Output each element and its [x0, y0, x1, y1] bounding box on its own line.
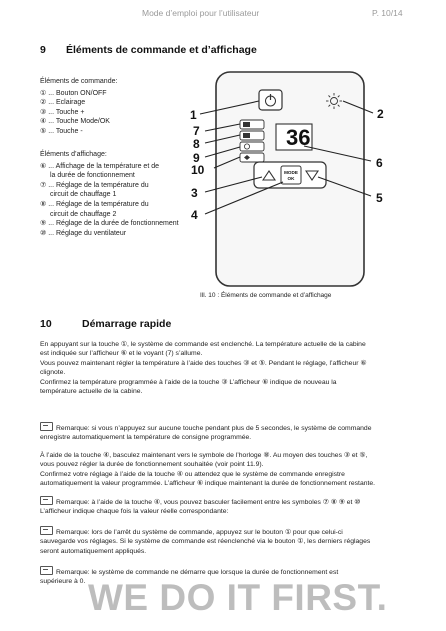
text-line: Remarque: si vous n’appuyez sur aucune touche pendant plus de 5 secondes, le système de commande	[56, 425, 372, 432]
indicator-clock-icon	[240, 142, 264, 151]
text-line: supérieure à 0.	[40, 578, 86, 586]
mode-ok-button	[281, 166, 301, 184]
indicator-heating2-icon	[240, 131, 264, 140]
figure-caption: Ill. 10 : Éléments de commande et d’affichage	[200, 292, 332, 299]
text-line: sauvegarde vos réglages. Si le système de commande est réenclenché via le bouton ①, les derniers réglages	[40, 538, 371, 546]
section-title: Éléments de commande et d’affichage	[66, 44, 257, 56]
callout-4: 4	[191, 208, 198, 222]
callout-2: 2	[377, 107, 384, 121]
section-title: Démarrage rapide	[82, 318, 172, 330]
callout-6: 6	[376, 156, 383, 170]
list-item: ⑤ ... Touche -	[40, 127, 83, 135]
text-line: Remarque: à l’aide de la touche ④, vous pouvez basculer facilement entre les symboles ⑦ ⑧ ⑨ et ⑩	[56, 499, 361, 506]
page-number: P. 10/14	[372, 8, 403, 18]
text-line: Remarque: lors de l’arrêt du système de commande, appuyez sur le bouton ① pour que celui-ci	[56, 529, 343, 536]
paragraph-clock	[40, 451, 420, 489]
note-icon	[40, 422, 53, 431]
callout-3: 3	[191, 186, 198, 200]
text-line: Vous pouvez maintenant régler la température à l’aide des touches ③ et ⑤. Pendant le réglage, l’afficheur ⑥	[40, 359, 367, 367]
callout-7: 7	[193, 124, 200, 138]
list-item: ① ... Bouton ON/OFF	[40, 89, 107, 97]
list-item: ② ... Eclairage	[40, 99, 86, 107]
indicator-heating1-icon	[240, 120, 264, 129]
text-line: clignote.	[40, 369, 66, 377]
note-icon	[40, 496, 53, 505]
mode-label: MODE	[284, 170, 298, 175]
paragraph-start	[40, 340, 420, 396]
list-item: ⑧ ... Réglage de la température du	[40, 200, 149, 208]
list-item: ③ ... Touche +	[40, 108, 85, 116]
section-10-heading	[40, 318, 171, 330]
note-1	[40, 422, 420, 443]
list-item: ④ ... Touche Mode/OK	[40, 118, 110, 126]
note-icon	[40, 526, 53, 535]
display-heading: Éléments d’affichage:	[40, 151, 107, 158]
text-line: En appuyant sur la touche ①, le système de commande est enclenché. La température actuelle de la cabine	[40, 341, 366, 348]
text-line: L’afficheur indique chaque fois la valeur réelle correspondante:	[40, 508, 229, 516]
callout-9: 9	[193, 151, 200, 165]
text-line: À l’aide de la touche ④, basculez maintenant vers le symbole de l’horloge ⑧. Au moyen des touches ③ et ⑤,	[40, 452, 368, 459]
list-item: circuit de chauffage 2	[50, 210, 117, 218]
callout-8: 8	[193, 137, 200, 151]
ok-label: OK	[287, 176, 295, 181]
footer-slogan: WE DO IT FIRST.	[88, 577, 388, 618]
list-item: circuit de chauffage 1	[50, 191, 117, 199]
text-line: est indiquée sur l’afficheur ⑥ et le voyant (7) s’allume.	[40, 350, 203, 358]
list-item: ⑩ ... Réglage du ventilateur	[40, 229, 127, 237]
text-line: Remarque: le système de commande ne démarre que lorsque la durée de fonctionnement est	[56, 569, 339, 576]
text-line: Confirmez la température programmée à l’aide de la touche ③ L’afficheur ⑥ indique de nouveau la	[40, 378, 337, 386]
note-3	[40, 526, 420, 556]
text-line: enregistre automatiquement la température de consigne programmée.	[40, 434, 252, 442]
text-line: vous pouvez régler la durée de fonctionnement souhaitée (voir point 11.9).	[40, 461, 264, 469]
list-item: ⑦ ... Réglage de la température du	[40, 181, 149, 189]
note-2	[40, 496, 420, 517]
list-item: ⑨ ... Réglage de la durée de fonctionnement	[40, 220, 179, 228]
section-number: 10	[40, 318, 52, 330]
list-item: la durée de fonctionnement	[50, 172, 135, 180]
text-line: température actuelle de la cabine.	[40, 388, 143, 396]
indicator-fan-icon	[240, 153, 264, 162]
text-line: seront automatiquement appliqués.	[40, 547, 147, 555]
controls-heading: Éléments de commande:	[40, 78, 118, 85]
callout-5: 5	[376, 191, 383, 205]
list-item: ⑥ ... Affichage de la température et de	[40, 162, 159, 170]
display-value: 36	[286, 125, 311, 150]
text-line: Confirmez votre réglage à l’aide de la touche ④ ou attendez que le système de commande enregistre	[40, 470, 345, 478]
text-line: automatiquement la valeur programmée. L’afficheur ⑥ indique maintenant la durée de fonctionnement restante.	[40, 480, 376, 488]
callout-1: 1	[190, 108, 197, 122]
note-icon	[40, 566, 53, 575]
document-header-title: Mode d’emploi pour l’utilisateur	[142, 8, 260, 18]
callout-10: 10	[191, 163, 205, 177]
section-number: 9	[40, 44, 46, 56]
